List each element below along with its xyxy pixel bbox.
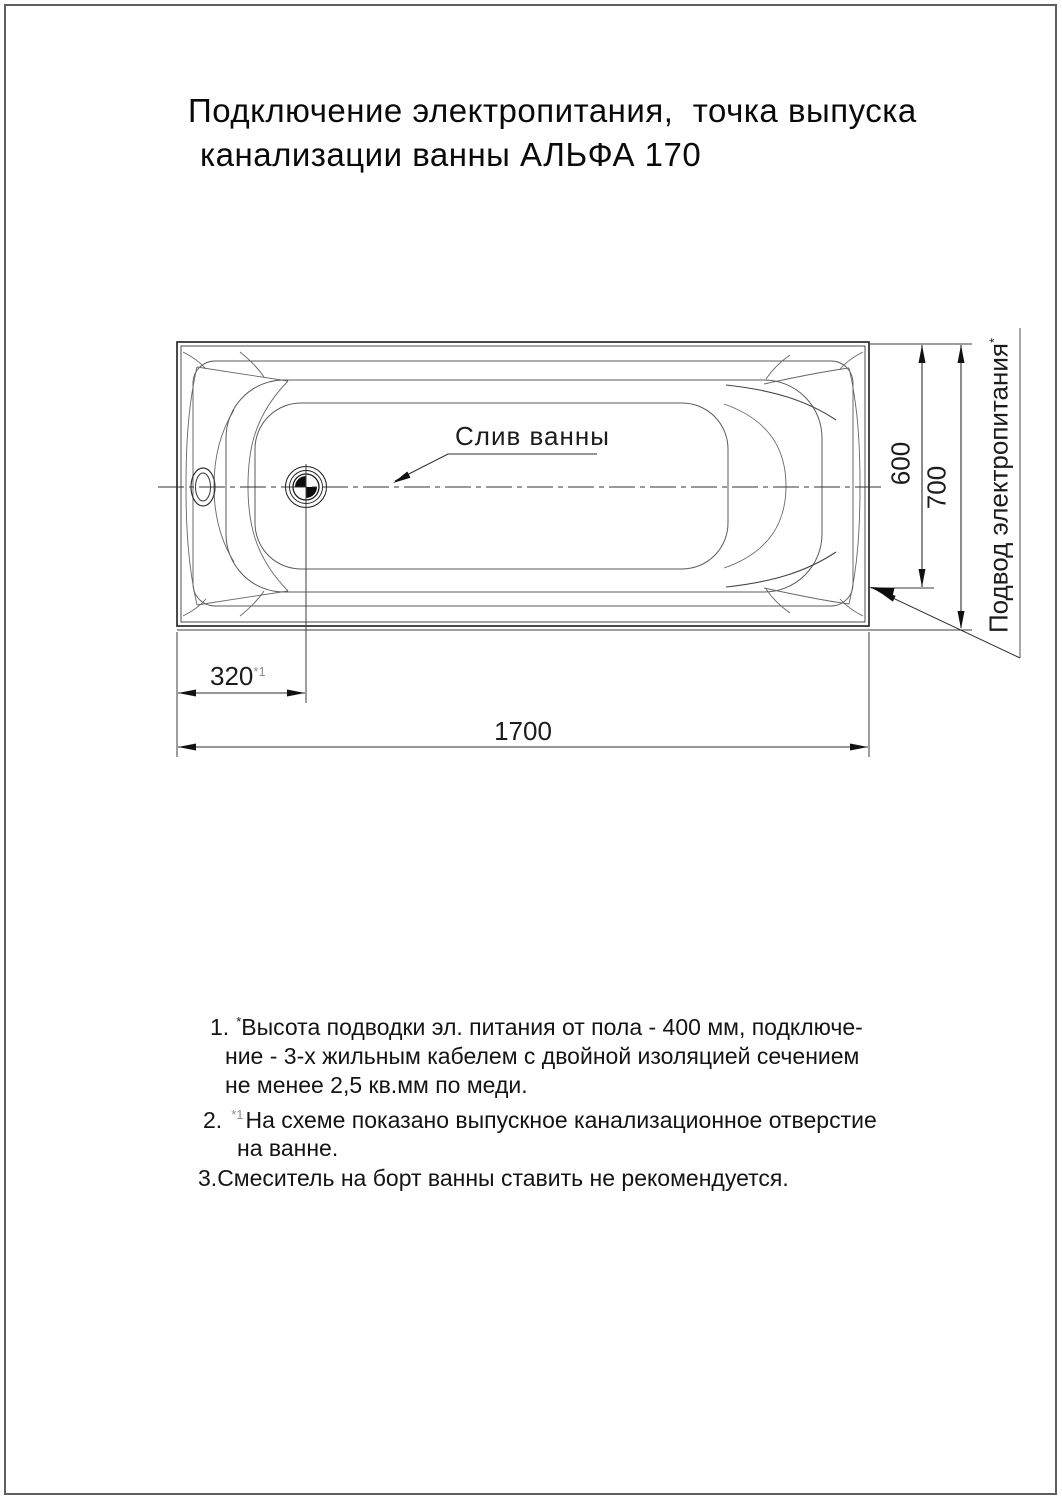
dim-320-value: 320	[210, 661, 254, 691]
bathtub-bowl-contours	[226, 380, 822, 592]
power-supply-sup: *	[986, 337, 1002, 344]
bathtub-left-moulding	[183, 352, 288, 616]
note-sup: *1	[231, 1107, 244, 1122]
note-3-line-1	[198, 1165, 789, 1192]
note-1-line-3	[225, 1072, 528, 1099]
dimension-arrows	[178, 345, 965, 751]
note-text: не менее 2,5 кв.мм по меди.	[225, 1072, 528, 1098]
note-number: 3.	[198, 1165, 218, 1191]
note-text: ние - 3-х жильным кабелем с двойной изоляцией сечением	[225, 1043, 860, 1069]
power-supply-label	[984, 316, 1015, 656]
note-sup: *	[236, 1014, 242, 1029]
note-number: 2.	[203, 1107, 223, 1133]
page-title-line-2: канализации ванны АЛЬФА 170	[200, 136, 702, 173]
note-1-line-2	[225, 1043, 859, 1070]
note-2-line-1	[203, 1107, 877, 1134]
drain-label: Слив ванны	[455, 421, 610, 451]
dim-1700-label: 1700	[494, 716, 552, 746]
note-2-line-2	[237, 1135, 338, 1162]
bathtub-right-moulding	[724, 352, 863, 616]
dim-320-sup: *1	[253, 664, 266, 679]
power-supply-text: Подвод электропитания	[983, 343, 1014, 634]
note-text: Смеситель на борт ванны ставить не рекомендуется.	[217, 1165, 789, 1191]
dim-320-label	[210, 661, 266, 692]
page-title-line-1: Подключение электропитания, точка выпуска	[188, 92, 917, 129]
note-text: На схеме показано выпускное канализационное отверстие	[245, 1107, 877, 1133]
note-text: на ванне.	[237, 1135, 339, 1161]
drain-leader-line	[393, 454, 597, 483]
note-text: Высота подводки эл. питания от пола - 400 мм, подключе-	[241, 1014, 863, 1040]
note-number: 1.	[210, 1014, 230, 1040]
note-1-line-1	[210, 1014, 863, 1041]
dim-600-label: 600	[885, 441, 916, 486]
dimension-lines	[178, 345, 961, 747]
dim-700-label: 700	[921, 465, 952, 510]
